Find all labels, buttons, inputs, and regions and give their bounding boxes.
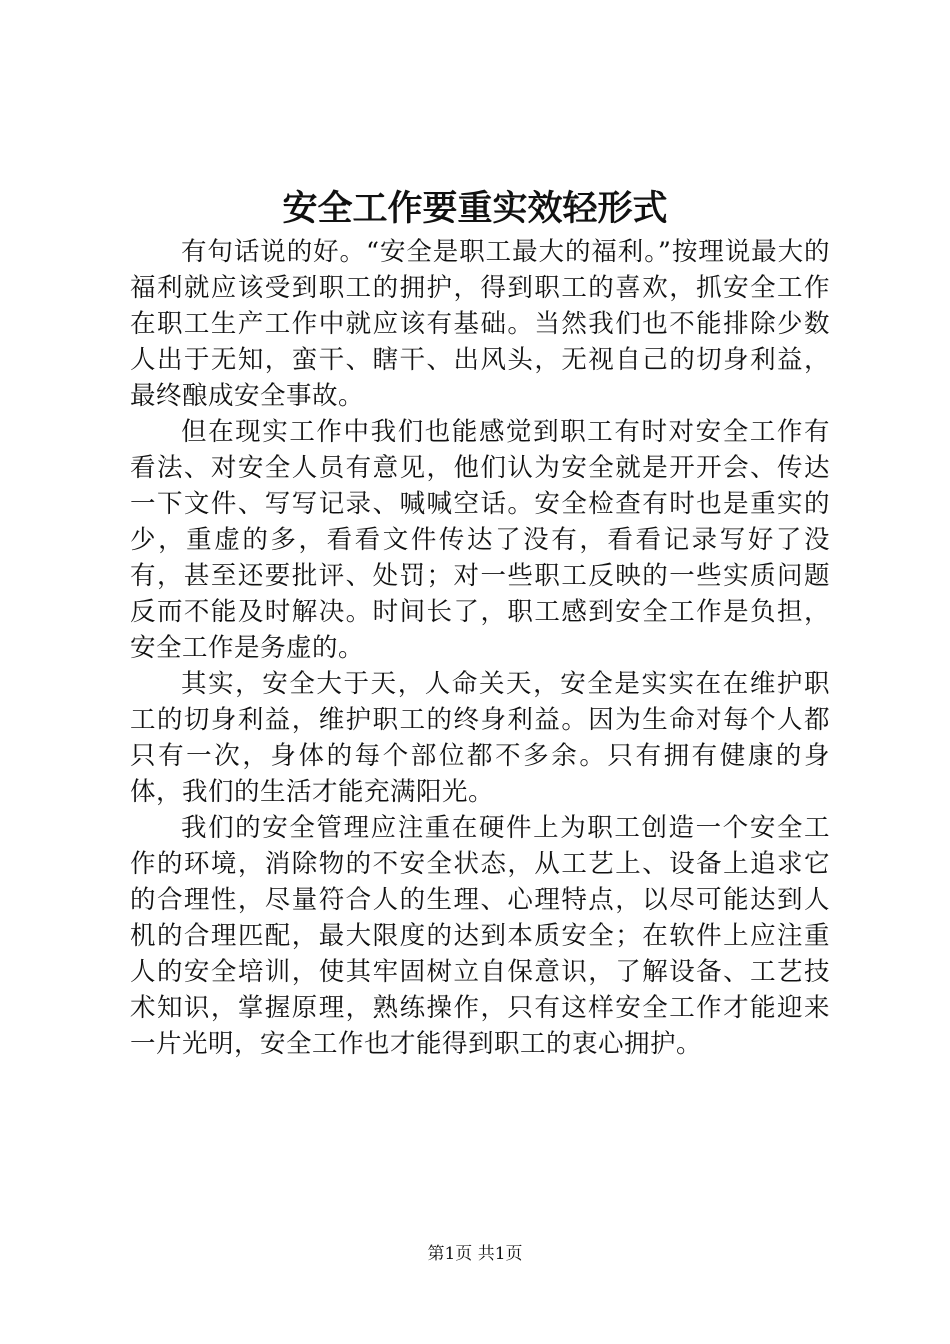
document-body xyxy=(130,234,830,1062)
paragraph-1: 有句话说的好。“安全是职工最大的福利。”按理说最大的福利就应该受到职工的拥护，得到职工的喜欢，抓安全工作在职工生产工作中就应该有基础。当然我们也不能排除少数人出于无知，蛮干、瞎干、出风头，无视自己的切身利益，最终酿成安全事故。 xyxy=(130,237,830,411)
paragraph-2: 但在现实工作中我们也能感觉到职工有时对安全工作有看法、对安全人员有意见，他们认为安全就是开开会、传达一下文件、写写记录、喊喊空话。安全检查有时也是重实的少，重虚的多，看看文件传达了没有，看看记录写好了没有，甚至还要批评、处罚；对一些职工反映的一些实质问题反而不能及时解决。时间长了，职工感到安全工作是负担，安全工作是务虚的。 xyxy=(130,417,830,663)
paragraph-4: 我们的安全管理应注重在硬件上为职工创造一个安全工作的环境，消除物的不安全状态，从工艺上、设备上追求它的合理性，尽量符合人的生理、心理特点，以尽可能达到人机的合理匹配，最大限度的达到本质安全；在软件上应注重人的安全培训，使其牢固树立自保意识，了解设备、工艺技术知识，掌握原理，熟练操作，只有这样安全工作才能迎来一片光明，安全工作也才能得到职工的衷心拥护。 xyxy=(130,813,830,1059)
document-title: 安全工作要重实效轻形式 xyxy=(282,188,668,229)
page-number-footer: 第1页 共1页 xyxy=(427,1244,523,1264)
paragraph-3: 其实，安全大于天，人命关天，安全是实实在在维护职工的切身利益，维护职工的终身利益。因为生命对每个人都只有一次，身体的每个部位都不多余。只有拥有健康的身体，我们的生活才能充满阳光。 xyxy=(130,669,830,807)
